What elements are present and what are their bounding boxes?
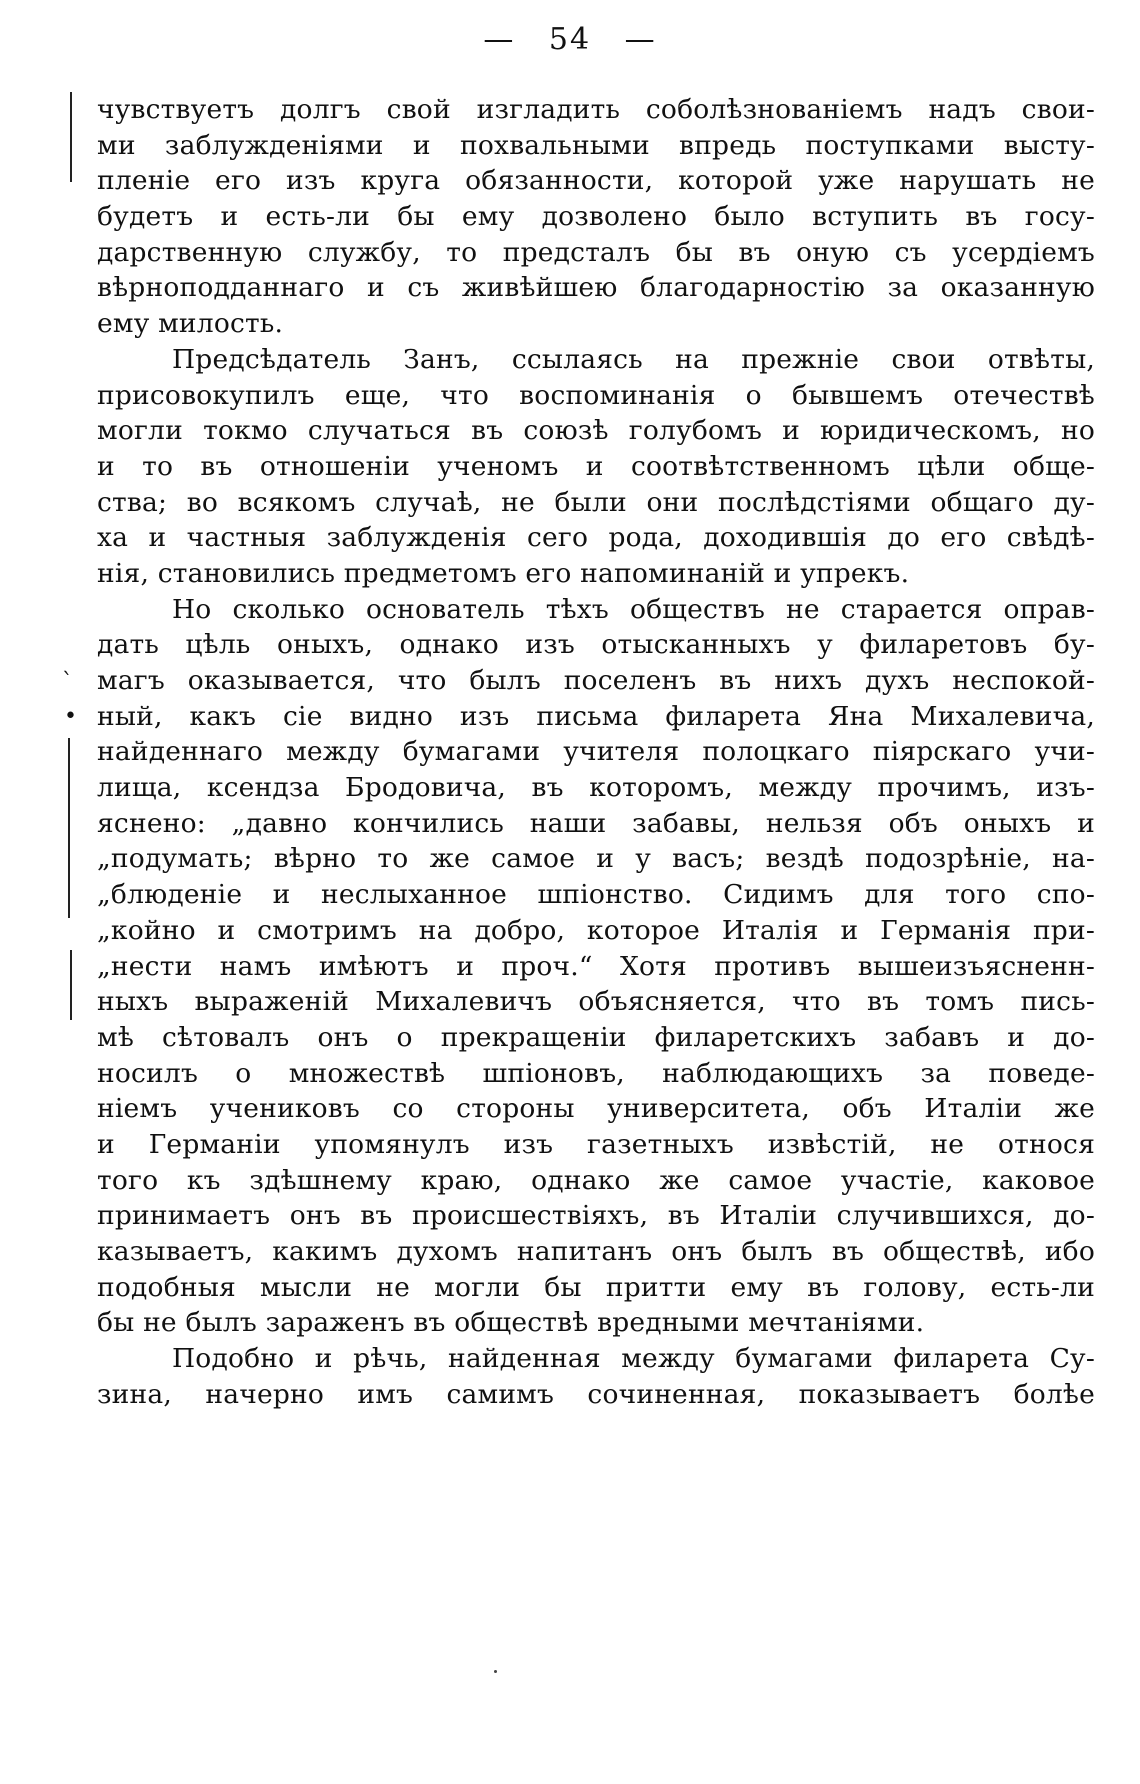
text-line: подобныя мысли не могли бы притти ему въ голову, есть-ли	[97, 1271, 1095, 1303]
text-line: ный, какъ сіе видно изъ письма филарета Яна Михалевича,	[97, 700, 1095, 732]
text-line: казываетъ, какимъ духомъ напитанъ онъ былъ въ обществѣ, ибо	[97, 1236, 1095, 1267]
text-line: дарственную службу, то предсталъ бы въ оную съ усердіемъ	[97, 236, 1095, 268]
text-line: пленіе его изъ круга обязанности, которой уже нарушать не	[97, 165, 1095, 197]
text-line: „койно и смотримъ на добро, которое Италія и Германія при-	[97, 914, 1095, 946]
text-line: Но сколько основатель тѣхъ обществъ не старается оправ-	[172, 593, 1095, 625]
text-line: и Германіи упомянулъ изъ газетныхъ извѣстій, не относя	[97, 1128, 1095, 1160]
text-line: найденнаго между бумагами учителя полоцкаго піярскаго учи-	[97, 736, 1095, 768]
margin-tick-b: •	[64, 704, 77, 729]
text-line: могли токмо случаться въ союзѣ голубомъ и юридическомъ, но	[97, 415, 1095, 447]
text-line: вѣрноподданнаго и съ живѣйшею благодарностію за оказанную	[97, 272, 1095, 304]
text-line: ства; во всякомъ случаѣ, не были они послѣдстіями общаго ду-	[97, 486, 1095, 518]
text-line: „блюденіе и неслыханное шпіонство. Сидимъ для того спо-	[97, 879, 1095, 911]
margin-tick-a: ˋ	[62, 670, 73, 695]
text-line: ныхъ выраженій Михалевичъ объясняется, что въ томъ пись-	[97, 986, 1095, 1018]
text-line: Подобно и рѣчь, найденная между бумагами филарета Су-	[172, 1343, 1095, 1375]
margin-line-3	[70, 950, 72, 1020]
text-line: „подумать; вѣрно то же самое и у васъ; вездѣ подозрѣніе, на-	[97, 843, 1095, 875]
page-number: 54	[548, 22, 592, 57]
ink-dot	[494, 1670, 497, 1673]
text-line: Предсѣдатель Занъ, ссылаясь на прежніе свои отвѣты,	[172, 343, 1095, 375]
text-line: „нести намъ имѣютъ и проч.“ Хотя противъ вышеизъясненн-	[97, 950, 1095, 982]
text-line: магъ оказывается, что былъ поселенъ въ нихъ духъ неспокой-	[97, 665, 1095, 696]
text-line: нія, становились предметомъ его напоминаній и упрекъ.	[97, 557, 910, 589]
text-line: дать цѣль оныхъ, однако изъ отысканныхъ у филаретовъ бу-	[97, 629, 1095, 661]
text-line: чувствуетъ долгъ свой изгладить соболѣзнованіемъ надъ свои-	[97, 94, 1095, 125]
margin-line-2	[68, 738, 70, 918]
text-line: будетъ и есть-ли бы ему дозволено было вступить въ госу-	[97, 201, 1095, 233]
page-header	[0, 22, 1140, 57]
text-line: бы не былъ зараженъ въ обществѣ вредными мечтаніями.	[97, 1307, 925, 1339]
header-dash-left: —	[483, 22, 516, 57]
text-line: носилъ о множествѣ шпіоновъ, наблюдающихъ за поведе-	[97, 1057, 1095, 1089]
text-line: и то въ отношеніи ученомъ и соотвѣтственномъ цѣли обще-	[97, 450, 1095, 482]
text-line: ему милость.	[97, 308, 284, 340]
text-line: мѣ сѣтовалъ онъ о прекращеніи филаретскихъ забавъ и до-	[97, 1021, 1095, 1053]
text-line: принимаетъ онъ въ происшествіяхъ, въ Италіи случившихся, до-	[97, 1200, 1095, 1232]
text-line: зина, начерно имъ самимъ сочиненная, показываетъ болѣе	[97, 1378, 1095, 1410]
text-line: ніемъ учениковъ со стороны университета, объ Италіи же	[97, 1093, 1095, 1125]
text-line: того къ здѣшнему краю, однако же самое участіе, каковое	[97, 1164, 1095, 1196]
text-line: ми заблужденіями и похвальными впредь поступками высту-	[97, 129, 1095, 161]
margin-line-1	[70, 92, 72, 182]
text-line: яснено: „давно кончились наши забавы, нельзя объ оныхъ и	[97, 807, 1095, 839]
text-line: лища, ксендза Бродовича, въ которомъ, между прочимъ, изъ-	[97, 772, 1095, 804]
header-dash-right: —	[624, 22, 657, 57]
text-line: ха и частныя заблужденія сего рода, доходившія до его свѣдѣ-	[97, 522, 1095, 554]
text-body	[97, 92, 1095, 1412]
text-line: присовокупилъ еще, что воспоминанія о бывшемъ отечествѣ	[97, 379, 1095, 411]
